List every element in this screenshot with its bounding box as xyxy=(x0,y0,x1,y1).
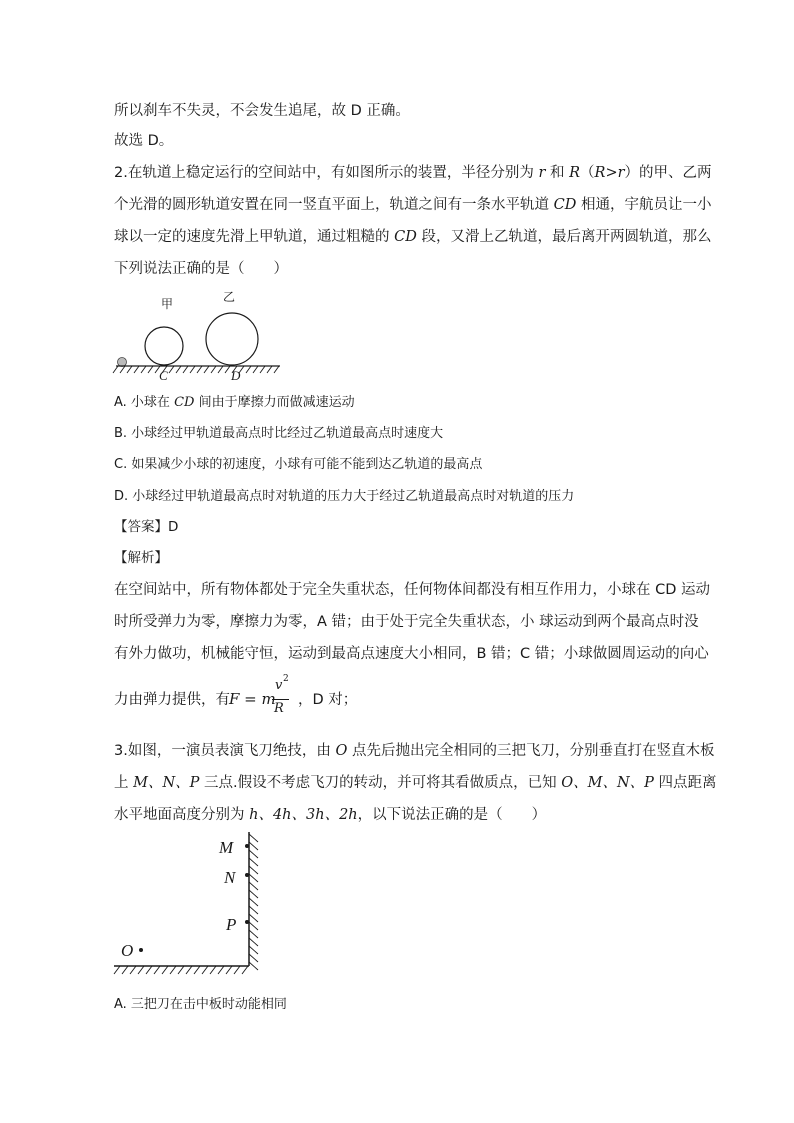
point-o xyxy=(139,948,143,952)
q2-answer: 【答案】D xyxy=(114,519,179,535)
q2-option-a: A. 小球在 CD 间由于摩擦力而做减速运动 xyxy=(114,395,355,410)
q2-analysis-line-4: 力由弹力提供，有 xyxy=(114,692,230,708)
label-m: M xyxy=(219,838,234,857)
q3-option-a: A. 三把刀在击中板时动能相同 xyxy=(114,997,287,1012)
floor-hatch xyxy=(114,966,248,974)
label-c: C xyxy=(159,368,168,383)
point-m xyxy=(245,844,249,848)
prev-line-2: 故选 D。 xyxy=(114,133,174,149)
q2-analysis-line-2: 时所受弹力为零，摩擦力为零，A 错；由于处于完全失重状态，小 球运动到两个最高点时没 xyxy=(114,614,699,630)
q3-stem-line-2: 上 M、N、P 三点.假设不考虑飞刀的转动，并可将其看做质点，已知 O、M、N、P 四点距离 xyxy=(114,775,717,791)
q2-option-c: C. 如果减少小球的初速度，小球有可能不能到达乙轨道的最高点 xyxy=(114,457,483,472)
label-o: O xyxy=(121,941,134,960)
q3-stem-line-3: 水平地面高度分别为 h、4h、3h、2h，以下说法正确的是（ ） xyxy=(114,807,547,823)
prev-line-1: 所以刹车不失灵，不会发生追尾，故 D 正确。 xyxy=(114,103,410,119)
q2-option-d: D. 小球经过甲轨道最高点时对轨道的压力大于经过乙轨道最高点时对轨道的压力 xyxy=(114,489,575,504)
q2-analysis-line-4-tail: ，D 对； xyxy=(298,692,358,708)
q2-stem-line-2: 个光滑的圆形轨道安置在同一竖直平面上，轨道之间有一条水平轨道 CD 相通，宇航员让一小 xyxy=(114,197,712,213)
point-p xyxy=(245,920,249,924)
q3-stem-line-1: 3.如图，一演员表演飞刀绝技，由 O 点先后抛出完全相同的三把飞刀，分别垂直打在竖直木板 xyxy=(114,743,715,759)
label-p: P xyxy=(226,915,237,934)
q2-option-b: B. 小球经过甲轨道最高点时比经过乙轨道最高点时速度大 xyxy=(114,426,444,441)
ball-icon xyxy=(118,358,127,367)
q2-stem-line-1: 2.在轨道上稳定运行的空间站中，有如图所示的装置，半径分别为 r 和 R（R>r）的甲、乙两 xyxy=(114,165,712,181)
track-jia-circle xyxy=(145,327,183,365)
label-yi: 乙 xyxy=(223,290,236,304)
label-d: D xyxy=(231,368,241,383)
label-n: N xyxy=(224,868,236,887)
q2-analysis-line-3: 有外力做功，机械能守恒，运动到最高点速度大小相同，B 错；C 错；小球做圆周运动的向心 xyxy=(114,646,709,662)
ground-hatch xyxy=(113,366,279,373)
q2-formula: F = m v 2 R xyxy=(229,674,289,716)
q2-analysis-heading: 【解析】 xyxy=(114,550,168,566)
q2-analysis-line-1: 在空间站中，所有物体都处于完全失重状态，任何物体间都没有相互作用力，小球在 CD 运动 xyxy=(114,582,711,598)
q2-track-figure xyxy=(112,284,284,384)
q3-knife-figure xyxy=(112,830,272,980)
point-n xyxy=(245,873,249,877)
q2-stem-line-3: 球以一定的速度先滑上甲轨道，通过粗糙的 CD 段，又滑上乙轨道，最后离开两圆轨道，那么 xyxy=(114,229,712,245)
wall-hatch xyxy=(249,834,258,970)
label-jia: 甲 xyxy=(161,297,174,311)
track-yi-circle xyxy=(206,313,258,365)
q2-stem-line-4: 下列说法正确的是（ ） xyxy=(114,261,288,277)
